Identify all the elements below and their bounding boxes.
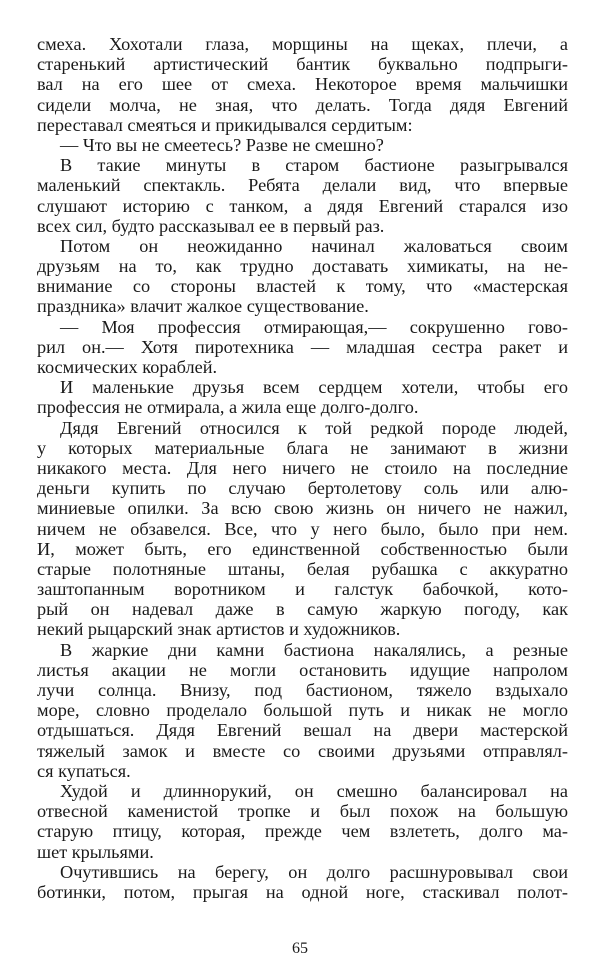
text-line: профессия не отмирала, а жила еще долго-долго. (37, 397, 419, 418)
text-line: никакого места. Для него ничего не стоило на последние (37, 457, 568, 478)
text-line: переставал смеяться и прикидывался сердитым: (37, 114, 413, 135)
text-line: некий рыцарский знак артистов и художников. (37, 619, 401, 640)
page-body-text (37, 34, 568, 902)
text-line: лучи солнца. Внизу, под бастионом, тяжело вздыхало (37, 680, 568, 700)
text-line: сидели молча, не зная, что делать. Тогда дядя Евгений (37, 94, 568, 115)
text-line: отдышаться. Дядя Евгений вешал на двери мастерской (37, 720, 568, 741)
text-line: старые полотняные штаны, белая рубашка с аккуратно (37, 558, 568, 579)
text-line: праздника» влачит жалкое существование. (37, 296, 369, 317)
text-line: море, словно проделало большой путь и никак не могло (37, 700, 568, 721)
text-line: у которых материальные блага не занимают в жизни (37, 437, 568, 458)
text-line: ся купаться. (37, 760, 131, 781)
text-line: внимание со стороны властей к тому, что «мастерская (37, 276, 568, 297)
text-line: деньги купить по случаю бертолетову соль или алю- (37, 478, 568, 499)
text-line: космических кораблей. (37, 357, 218, 377)
text-line: В жаркие дни камни бастиона накалялись, а резные (60, 639, 568, 660)
text-line: рый он надевал даже в самую жаркую погоду, как (37, 599, 568, 620)
text-line: Очутившись на берегу, он долго расшнуровывал свои (60, 861, 568, 882)
text-line: — Моя профессия отмирающая,— сокрушенно гово- (60, 316, 568, 337)
text-line: листья акации не могли остановить идущие напролом (37, 659, 568, 680)
text-line: тяжелый замок и вместе со своими друзьями отправлял- (37, 740, 568, 761)
text-line: заштопанным воротником и галстук бабочкой, кото- (37, 579, 568, 600)
text-line: отвесной каменистой тропке и был похож на большую (37, 801, 568, 822)
text-line: шет крыльями. (37, 841, 154, 862)
text-line: старенький артистический бантик буквально подпрыги- (37, 54, 568, 75)
text-line: И, может быть, его единственной собственностью были (37, 538, 568, 559)
text-line: миниевые опилки. За всю свою жизнь он ничего не нажил, (37, 498, 568, 519)
text-line: маленький спектакль. Ребята делали вид, что впервые (37, 175, 568, 196)
page-number: 65 (292, 940, 308, 957)
text-line: В такие минуты в старом бастионе разыгрывался (60, 155, 568, 176)
text-line: ботинки, потом, прыгая на одной ноге, стаскивал полот- (37, 881, 568, 902)
text-line: друзьям на то, как трудно доставать химикаты, на не- (37, 256, 568, 277)
text-line: И маленькие друзья всем сердцем хотели, чтобы его (60, 377, 568, 398)
text-line: всех сил, будто рассказывал ее в первый раз. (37, 215, 385, 236)
text-line: смеха. Хохотали глаза, морщины на щеках, плечи, а (37, 34, 568, 54)
text-line: Худой и длиннорукий, он смешно балансировал на (60, 780, 568, 801)
text-line: ничем не обзавелся. Все, что у него было, было при нем. (37, 518, 568, 539)
text-line: Дядя Евгений относился к той редкой породе людей, (60, 417, 568, 438)
text-line: Потом он неожиданно начинал жаловаться своим (60, 235, 568, 256)
text-line: старую птицу, которая, прежде чем взлететь, долго ма- (37, 821, 568, 842)
text-line: — Что вы не смеетесь? Разве не смешно? (60, 134, 384, 155)
text-line: вал на его шее от смеха. Некоторое время мальчишки (37, 74, 568, 95)
text-line: рил он.— Хотя пиротехника — младшая сестра ракет и (37, 336, 568, 357)
text-line: слушают историю с танком, а дядя Евгений старался изо (37, 195, 568, 216)
